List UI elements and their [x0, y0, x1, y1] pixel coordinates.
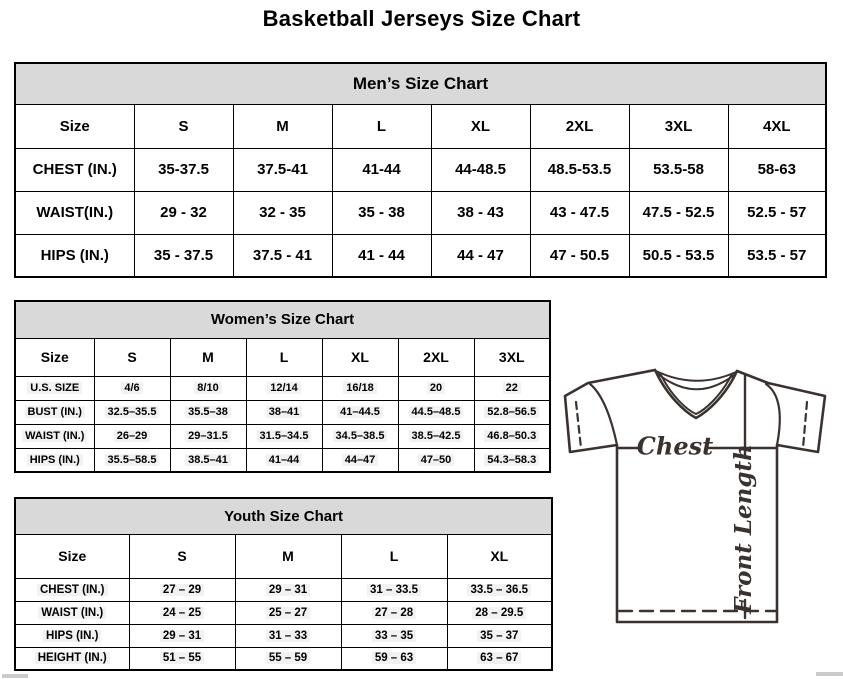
youth-col-header-xl: XL [447, 534, 552, 578]
table-cell: 55 – 59 [235, 647, 341, 670]
table-cell: 27 – 29 [129, 578, 235, 601]
table-cell: 35 - 37.5 [134, 234, 233, 277]
womens-col-header-size: Size [15, 338, 94, 376]
table-cell: 32 - 35 [233, 191, 332, 234]
vneck-inner-line [660, 373, 732, 414]
womens-col-header-2xl: 2XL [398, 338, 474, 376]
table-cell: 31 – 33 [235, 624, 341, 647]
table-cell: 22 [474, 376, 550, 400]
table-cell: 48.5-53.5 [530, 148, 629, 191]
mens-col-header-size: Size [15, 104, 134, 148]
table-cell: 44-48.5 [431, 148, 530, 191]
table-cell: 50.5 - 53.5 [629, 234, 728, 277]
table-cell: 35-37.5 [134, 148, 233, 191]
front-length-label: Front Length [730, 444, 757, 614]
mens-col-header-m: M [233, 104, 332, 148]
table-cell: 53.5 - 57 [728, 234, 826, 277]
table-cell: 38.5–42.5 [398, 424, 474, 448]
table-cell: 47.5 - 52.5 [629, 191, 728, 234]
table-cell: 38–41 [246, 400, 322, 424]
row-label: WAIST(IN.) [15, 191, 134, 234]
table-cell: 41-44 [332, 148, 431, 191]
mens-col-header-4xl: 4XL [728, 104, 826, 148]
table-cell: 8/10 [170, 376, 246, 400]
table-row [15, 624, 552, 647]
jersey-measurement-diagram [557, 362, 843, 627]
mens-size-chart-table [14, 62, 827, 278]
table-row [15, 148, 826, 191]
table-row [15, 578, 552, 601]
table-cell: 58-63 [728, 148, 826, 191]
table-cell: 31 – 33.5 [341, 578, 447, 601]
row-label: CHEST (IN.) [15, 148, 134, 191]
table-cell: 35 - 38 [332, 191, 431, 234]
womens-col-header-3xl: 3XL [474, 338, 550, 376]
table-cell: 35.5–58.5 [94, 448, 170, 472]
table-cell: 44–47 [322, 448, 398, 472]
table-cell: 37.5-41 [233, 148, 332, 191]
table-row [15, 448, 550, 472]
table-cell: 53.5-58 [629, 148, 728, 191]
row-label: CHEST (IN.) [15, 578, 129, 601]
row-label: WAIST (IN.) [15, 601, 129, 624]
womens-col-header-l: L [246, 338, 322, 376]
collar-curve-upper [656, 371, 736, 381]
youth-size-chart-table [14, 497, 553, 671]
youth-col-header-s: S [129, 534, 235, 578]
womens-chart-title: Women’s Size Chart [15, 301, 550, 338]
youth-col-header-m: M [235, 534, 341, 578]
row-label: HIPS (IN.) [15, 234, 134, 277]
row-label: WAIST (IN.) [15, 424, 94, 448]
row-label: HIPS (IN.) [15, 624, 129, 647]
table-cell: 37.5 - 41 [233, 234, 332, 277]
page-title: Basketball Jerseys Size Chart [262, 6, 581, 31]
scrollbar-fragment-left [2, 674, 28, 678]
mens-col-header-xl: XL [431, 104, 530, 148]
mens-col-header-3xl: 3XL [629, 104, 728, 148]
table-cell: 43 - 47.5 [530, 191, 629, 234]
table-row [15, 400, 550, 424]
youth-col-header-size: Size [15, 534, 129, 578]
table-row [15, 191, 826, 234]
row-label: HIPS (IN.) [15, 448, 94, 472]
row-label: BUST (IN.) [15, 400, 94, 424]
table-cell: 27 – 28 [341, 601, 447, 624]
chest-label: Chest [636, 431, 714, 461]
table-cell: 44.5–48.5 [398, 400, 474, 424]
table-row [15, 647, 552, 670]
table-cell: 51 – 55 [129, 647, 235, 670]
table-cell: 52.8–56.5 [474, 400, 550, 424]
table-cell: 29 – 31 [235, 578, 341, 601]
table-cell: 63 – 67 [447, 647, 552, 670]
row-label: U.S. SIZE [15, 376, 94, 400]
table-cell: 4/6 [94, 376, 170, 400]
mens-col-header-l: L [332, 104, 431, 148]
mens-col-header-2xl: 2XL [530, 104, 629, 148]
table-cell: 47 - 50.5 [530, 234, 629, 277]
table-cell: 41 - 44 [332, 234, 431, 277]
cuff-stitch-left [576, 402, 581, 448]
table-cell: 44 - 47 [431, 234, 530, 277]
table-cell: 41–44.5 [322, 400, 398, 424]
table-row [15, 376, 550, 400]
table-cell: 32.5–35.5 [94, 400, 170, 424]
table-cell: 28 – 29.5 [447, 601, 552, 624]
table-cell: 29 – 31 [129, 624, 235, 647]
youth-chart-title: Youth Size Chart [15, 498, 552, 534]
table-cell: 34.5–38.5 [322, 424, 398, 448]
table-cell: 20 [398, 376, 474, 400]
table-cell: 47–50 [398, 448, 474, 472]
table-cell: 46.8–50.3 [474, 424, 550, 448]
youth-col-header-l: L [341, 534, 447, 578]
table-cell: 33 – 35 [341, 624, 447, 647]
table-cell: 52.5 - 57 [728, 191, 826, 234]
scrollbar-fragment-right [816, 672, 843, 676]
table-cell: 38.5–41 [170, 448, 246, 472]
table-cell: 54.3–58.3 [474, 448, 550, 472]
womens-col-header-m: M [170, 338, 246, 376]
table-cell: 25 – 27 [235, 601, 341, 624]
table-cell: 38 - 43 [431, 191, 530, 234]
table-cell: 29–31.5 [170, 424, 246, 448]
row-label: HEIGHT (IN.) [15, 647, 129, 670]
jersey-outline [565, 370, 825, 622]
womens-col-header-xl: XL [322, 338, 398, 376]
table-cell: 12/14 [246, 376, 322, 400]
table-cell: 33.5 – 36.5 [447, 578, 552, 601]
womens-col-header-s: S [94, 338, 170, 376]
table-row [15, 234, 826, 277]
table-cell: 24 – 25 [129, 601, 235, 624]
cuff-stitch-right [803, 402, 807, 448]
table-cell: 41–44 [246, 448, 322, 472]
sleeve-seam-right [766, 384, 780, 445]
table-cell: 26–29 [94, 424, 170, 448]
table-cell: 59 – 63 [341, 647, 447, 670]
womens-size-chart-table [14, 300, 551, 473]
table-cell: 35 – 37 [447, 624, 552, 647]
table-row [15, 424, 550, 448]
mens-chart-title: Men’s Size Chart [15, 63, 826, 104]
table-cell: 29 - 32 [134, 191, 233, 234]
table-row [15, 601, 552, 624]
mens-col-header-s: S [134, 104, 233, 148]
table-cell: 16/18 [322, 376, 398, 400]
table-cell: 31.5–34.5 [246, 424, 322, 448]
sleeve-seam-left [590, 384, 617, 445]
table-cell: 35.5–38 [170, 400, 246, 424]
